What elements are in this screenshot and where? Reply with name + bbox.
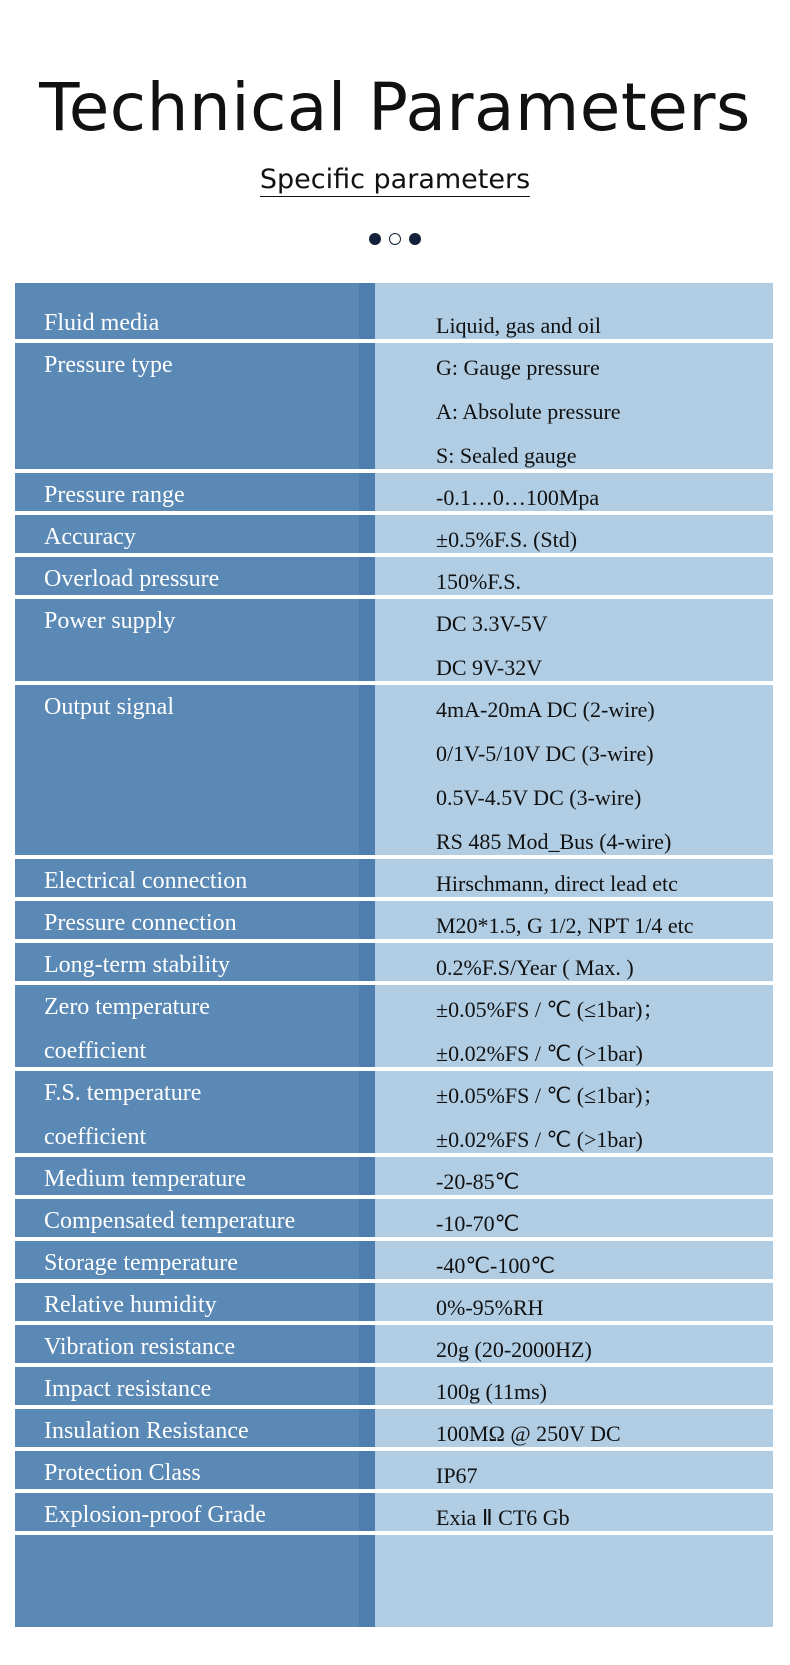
row-label (44, 301, 364, 345)
row-value (436, 1328, 766, 1372)
row-label (44, 1199, 364, 1243)
row-value-line: 0%-95%RH (436, 1295, 544, 1320)
row-label (44, 473, 364, 517)
row-label-line: Pressure connection (44, 910, 237, 936)
row-label-line: Accuracy (44, 524, 136, 550)
table-row (15, 1451, 773, 1493)
row-value-line: S: Sealed gauge (436, 443, 577, 468)
row-value-line: 0.2%F.S/Year ( Max. ) (436, 955, 634, 980)
row-value-line: Hirschmann, direct lead etc (436, 871, 678, 896)
table-row (15, 1325, 773, 1367)
row-value (436, 1160, 766, 1204)
row-label-line: Explosion-proof Grade (44, 1502, 266, 1528)
row-value (436, 862, 766, 906)
row-value-line: 4mA-20mA DC (2-wire) (436, 697, 655, 722)
row-label-line: Pressure range (44, 482, 185, 508)
row-label-line: Protection Class (44, 1460, 201, 1486)
row-value-line: DC 3.3V-5V (436, 611, 548, 636)
row-value-line: -40℃-100℃ (436, 1253, 556, 1278)
table-row (15, 1071, 773, 1157)
row-value-line: M20*1.5, G 1/2, NPT 1/4 etc (436, 913, 694, 938)
row-value-line: Exia Ⅱ CT6 Gb (436, 1505, 570, 1530)
row-label-line: F.S. temperature (44, 1080, 202, 1106)
row-value-line: -0.1…0…100Mpa (436, 485, 600, 510)
row-value-line: Liquid, gas and oil (436, 313, 601, 338)
row-value-line: 100MΩ @ 250V DC (436, 1421, 621, 1446)
row-value (436, 904, 766, 948)
row-value-line: 150%F.S. (436, 569, 522, 594)
row-label (44, 685, 364, 729)
dot-filled-icon (369, 233, 381, 245)
table-row (15, 473, 773, 515)
row-value-line: G: Gauge pressure (436, 355, 600, 380)
row-value (436, 1202, 766, 1246)
row-value (436, 476, 766, 520)
row-value (436, 1412, 766, 1456)
row-label-line: Output signal (44, 694, 174, 720)
table-row (15, 985, 773, 1071)
pagination-dots (0, 233, 790, 245)
table-row (15, 1283, 773, 1325)
row-label-line: Power supply (44, 608, 176, 634)
row-value-line: IP67 (436, 1463, 478, 1488)
row-value-line: 0/1V-5/10V DC (3-wire) (436, 741, 654, 766)
row-label (44, 901, 364, 945)
row-value-line: A: Absolute pressure (436, 399, 621, 424)
row-value (436, 988, 766, 1076)
row-label (44, 1157, 364, 1201)
row-value (436, 518, 766, 562)
row-value-line: ±0.02%FS / ℃ (>1bar) (436, 1127, 643, 1152)
table-row (15, 685, 773, 859)
row-label (44, 1283, 364, 1327)
row-value (436, 1454, 766, 1498)
page-title: Technical Parameters (39, 69, 751, 146)
table-row (15, 557, 773, 599)
row-label-line: Long-term stability (44, 952, 230, 978)
row-label-line: Insulation Resistance (44, 1418, 249, 1444)
row-label (44, 943, 364, 987)
row-value (436, 1286, 766, 1330)
row-value (436, 602, 766, 690)
row-label-line: Electrical connection (44, 868, 248, 894)
row-value-line: 20g (20-2000HZ) (436, 1337, 592, 1362)
row-value-line: ±0.5%F.S. (Std) (436, 527, 578, 552)
row-value-line: -10-70℃ (436, 1211, 520, 1236)
spec-table (15, 283, 773, 1627)
table-row (15, 1241, 773, 1283)
row-label-line: Compensated temperature (44, 1208, 296, 1234)
row-label (44, 1451, 364, 1495)
row-value (436, 1244, 766, 1288)
row-label (44, 343, 364, 387)
row-label (44, 557, 364, 601)
row-label-line: Vibration resistance (44, 1334, 236, 1360)
row-value (436, 946, 766, 990)
page-subtitle (0, 163, 790, 197)
row-label-line: Overload pressure (44, 566, 220, 592)
table-row (15, 901, 773, 943)
row-value (436, 688, 766, 864)
subtitle-text: Specific parameters (259, 164, 531, 195)
row-value-line: 100g (11ms) (436, 1379, 548, 1404)
row-label (44, 1325, 364, 1369)
row-label-line: coefficient (44, 1038, 147, 1064)
row-label (44, 859, 364, 903)
row-label (44, 1409, 364, 1453)
row-label (44, 1241, 364, 1285)
row-label (44, 1071, 364, 1159)
row-label-line: Impact resistance (44, 1376, 212, 1402)
table-row (15, 599, 773, 685)
row-label-line: Storage temperature (44, 1250, 238, 1276)
row-label-line: Fluid media (44, 310, 160, 336)
row-label-line: coefficient (44, 1124, 147, 1150)
row-label (44, 515, 364, 559)
table-row (15, 1493, 773, 1535)
table-row (15, 859, 773, 901)
row-value-line: ±0.05%FS / ℃ (≤1bar)； (436, 997, 665, 1022)
table-row (15, 301, 773, 343)
row-value (436, 560, 766, 604)
row-label-line: Relative humidity (44, 1292, 217, 1318)
table-row (15, 943, 773, 985)
row-value-line: DC 9V-32V (436, 655, 543, 680)
table-row (15, 515, 773, 557)
row-value (436, 1496, 766, 1540)
row-value-line: ±0.02%FS / ℃ (>1bar) (436, 1041, 643, 1066)
table-row (15, 1199, 773, 1241)
dot-filled-icon (409, 233, 421, 245)
row-label-line: Medium temperature (44, 1166, 246, 1192)
row-label (44, 1367, 364, 1411)
table-row (15, 1409, 773, 1451)
row-value (436, 1074, 766, 1162)
row-label (44, 1493, 364, 1537)
row-value (436, 1370, 766, 1414)
row-label-line: Pressure type (44, 352, 173, 378)
row-label (44, 985, 364, 1073)
row-value-line: 0.5V-4.5V DC (3-wire) (436, 785, 642, 810)
row-label-line: Zero temperature (44, 994, 210, 1020)
row-value (436, 304, 766, 348)
row-value (436, 346, 766, 478)
row-label (44, 599, 364, 643)
table-row (15, 1157, 773, 1199)
table-row (15, 1367, 773, 1409)
row-value-line: ±0.05%FS / ℃ (≤1bar)； (436, 1083, 665, 1108)
dot-hollow-icon (389, 233, 401, 245)
row-value-line: -20-85℃ (436, 1169, 520, 1194)
table-row (15, 343, 773, 473)
row-value-line: RS 485 Mod_Bus (4-wire) (436, 829, 672, 854)
